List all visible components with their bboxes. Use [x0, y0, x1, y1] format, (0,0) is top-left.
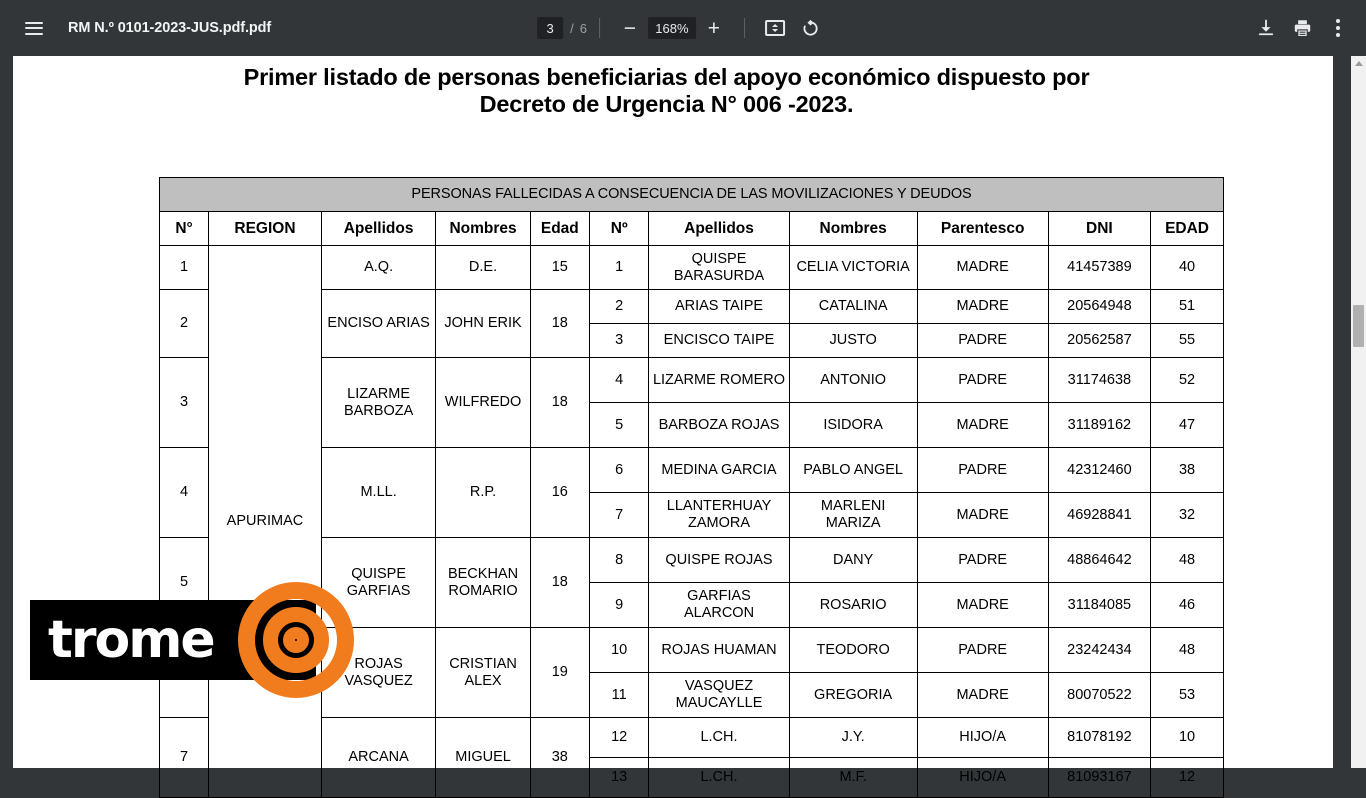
cell-deudo-nombres: ROSARIO — [789, 583, 917, 628]
cell-deudo-apellidos: QUISPE ROJAS — [649, 538, 789, 583]
cell-deudo-edad: 10 — [1151, 718, 1224, 758]
cell-dni: 31174638 — [1048, 358, 1150, 403]
zoom-level-display[interactable]: 168% — [648, 17, 696, 39]
page-number-input[interactable] — [537, 17, 563, 39]
table-row — [160, 246, 1224, 290]
cell-edad: 18 — [530, 538, 589, 628]
cell-deudo-nombres: JUSTO — [789, 324, 917, 358]
beneficiaries-table-wrapper — [159, 177, 1224, 798]
page-total-count: 6 — [579, 20, 587, 36]
cell-deudo-nombres: GREGORIA — [789, 673, 917, 718]
col-header-deudo-nombres: Nombres — [789, 212, 917, 246]
scroll-up-arrow-icon[interactable] — [1351, 56, 1366, 70]
col-header-deudo-apellidos: Apellidos — [649, 212, 789, 246]
cell-deudo-edad: 32 — [1151, 493, 1224, 538]
table-header-row — [160, 212, 1224, 246]
cell-apellidos: M.LL. — [321, 448, 436, 538]
table-body — [160, 246, 1224, 798]
cell-deudo-apellidos: ARIAS TAIPE — [649, 290, 789, 324]
cell-deudo-edad: 51 — [1151, 290, 1224, 324]
logo-text: trome — [48, 610, 214, 670]
cell-nombres: R.P. — [436, 448, 530, 538]
cell-deudo-num: 13 — [590, 758, 649, 798]
cell-deudo-edad: 46 — [1151, 583, 1224, 628]
cell-n: 3 — [160, 358, 209, 448]
cell-apellidos: A.Q. — [321, 246, 436, 290]
zoom-out-button[interactable] — [612, 10, 648, 46]
cell-deudo-num: 11 — [590, 673, 649, 718]
cell-deudo-num: 1 — [590, 246, 649, 290]
cell-parentesco: PADRE — [917, 324, 1048, 358]
cell-deudo-num: 4 — [590, 358, 649, 403]
logo-arc-inner — [283, 627, 309, 653]
cell-dni: 23242434 — [1048, 628, 1150, 673]
cell-n: 5 — [160, 538, 209, 628]
cell-dni: 46928841 — [1048, 493, 1150, 538]
cell-dni: 41457389 — [1048, 246, 1150, 290]
toolbar-divider-1 — [599, 18, 600, 38]
beneficiaries-table — [159, 177, 1224, 798]
col-header-edad: Edad — [530, 212, 589, 246]
cell-parentesco: HIJO/A — [917, 718, 1048, 758]
cell-dni: 42312460 — [1048, 448, 1150, 493]
plus-icon: + — [707, 16, 721, 40]
col-header-apellidos: Apellidos — [321, 212, 436, 246]
cell-parentesco: MADRE — [917, 290, 1048, 324]
cell-parentesco: PADRE — [917, 358, 1048, 403]
cell-deudo-apellidos: VASQUEZ MAUCAYLLE — [649, 673, 789, 718]
cell-deudo-nombres: TEODORO — [789, 628, 917, 673]
cell-nombres: CRISTIAN ALEX — [436, 628, 530, 718]
cell-deudo-nombres: ISIDORA — [789, 403, 917, 448]
cell-deudo-nombres: ANTONIO — [789, 358, 917, 403]
cell-nombres: D.E. — [436, 246, 530, 290]
cell-deudo-apellidos: L.CH. — [649, 758, 789, 798]
cell-deudo-apellidos: LLANTERHUAY ZAMORA — [649, 493, 789, 538]
cell-parentesco: PADRE — [917, 538, 1048, 583]
pdf-viewer-area[interactable] — [0, 56, 1366, 785]
cell-nombres: WILFREDO — [436, 358, 530, 448]
rotate-button[interactable] — [793, 10, 829, 46]
cell-deudo-apellidos: LIZARME ROMERO — [649, 358, 789, 403]
cell-deudo-num: 7 — [590, 493, 649, 538]
cell-deudo-edad: 38 — [1151, 448, 1224, 493]
cell-deudo-nombres: CELIA VICTORIA — [789, 246, 917, 290]
scrollbar-thumb[interactable] — [1353, 305, 1364, 347]
cell-parentesco: MADRE — [917, 583, 1048, 628]
cell-deudo-nombres: CATALINA — [789, 290, 917, 324]
cell-deudo-apellidos: ENCISCO TAIPE — [649, 324, 789, 358]
toolbar-right-actions — [1248, 0, 1356, 56]
cell-edad: 19 — [530, 628, 589, 718]
cell-deudo-num: 2 — [590, 290, 649, 324]
download-button[interactable] — [1248, 10, 1284, 46]
cell-parentesco: HIJO/A — [917, 758, 1048, 798]
cell-parentesco: PADRE — [917, 628, 1048, 673]
cell-deudo-nombres: M.F. — [789, 758, 917, 798]
cell-edad: 16 — [530, 448, 589, 538]
pdf-viewer-toolbar — [0, 0, 1366, 56]
cell-deudo-edad: 55 — [1151, 324, 1224, 358]
cell-deudo-edad: 12 — [1151, 758, 1224, 798]
col-header-n: N° — [160, 212, 209, 246]
fit-page-button[interactable] — [757, 10, 793, 46]
cell-deudo-nombres: DANY — [789, 538, 917, 583]
cell-deudo-nombres: MARLENI MARIZA — [789, 493, 917, 538]
page-zoom-controls — [537, 0, 829, 56]
cell-deudo-edad: 48 — [1151, 628, 1224, 673]
cell-deudo-nombres: PABLO ANGEL — [789, 448, 917, 493]
cell-n: 4 — [160, 448, 209, 538]
cell-dni: 31184085 — [1048, 583, 1150, 628]
more-options-icon — [1336, 19, 1340, 37]
cell-deudo-apellidos: MEDINA GARCIA — [649, 448, 789, 493]
rotate-counterclockwise-icon — [800, 18, 821, 39]
heading-line-1: Primer listado de personas beneficiarias del apoyo económico dispuesto por — [243, 64, 1090, 90]
pdf-page — [13, 56, 1333, 785]
cell-deudo-edad: 47 — [1151, 403, 1224, 448]
zoom-in-button[interactable] — [696, 10, 732, 46]
cell-deudo-apellidos: GARFIAS ALARCON — [649, 583, 789, 628]
download-icon — [1256, 18, 1276, 38]
cell-apellidos: ROJAS VASQUEZ — [321, 628, 436, 718]
cell-dni: 80070522 — [1048, 673, 1150, 718]
cell-edad: 15 — [530, 246, 589, 290]
print-button[interactable] — [1284, 10, 1320, 46]
cell-n: 7 — [160, 718, 209, 798]
col-header-parentesco: Parentesco — [917, 212, 1048, 246]
cell-apellidos: ENCISO ARIAS — [321, 290, 436, 358]
cell-deudo-apellidos: ROJAS HUAMAN — [649, 628, 789, 673]
cell-deudo-num: 9 — [590, 583, 649, 628]
document-title: RM N.º 0101-2023-JUS.pdf.pdf — [68, 20, 272, 36]
cell-edad: 18 — [530, 358, 589, 448]
cell-region: APURIMAC — [209, 246, 322, 798]
table-banner-row — [160, 178, 1224, 212]
vertical-scrollbar[interactable] — [1351, 56, 1366, 768]
col-header-dni: DNI — [1048, 212, 1150, 246]
cell-deudo-edad: 40 — [1151, 246, 1224, 290]
cell-parentesco: MADRE — [917, 403, 1048, 448]
table-head — [160, 178, 1224, 246]
hamburger-menu-button[interactable] — [16, 10, 52, 46]
heading-line-2: Decreto de Urgencia N° 006 -2023. — [479, 91, 854, 117]
table-banner: PERSONAS FALLECIDAS A CONSECUENCIA DE LAS MOVILIZACIONES Y DEUDOS — [160, 178, 1224, 212]
cell-deudo-apellidos: QUISPE BARASURDA — [649, 246, 789, 290]
col-header-nombres: Nombres — [436, 212, 530, 246]
cell-nombres: MIGUEL — [436, 718, 530, 798]
cell-n: 1 — [160, 246, 209, 290]
minus-icon: − — [623, 16, 637, 40]
cell-deudo-num: 3 — [590, 324, 649, 358]
fit-page-icon — [765, 20, 785, 36]
col-header-region: REGION — [209, 212, 322, 246]
cell-nombres: JOHN ERIK — [436, 290, 530, 358]
cell-edad: 38 — [530, 718, 589, 798]
page-separator: / — [570, 20, 574, 36]
trome-watermark-logo — [30, 600, 316, 680]
cell-deudo-num: 8 — [590, 538, 649, 583]
col-header-deudo-num: Nº — [590, 212, 649, 246]
cell-deudo-edad: 53 — [1151, 673, 1224, 718]
cell-apellidos: ARCANA — [321, 718, 436, 798]
cell-deudo-apellidos: L.CH. — [649, 718, 789, 758]
cell-deudo-nombres: J.Y. — [789, 718, 917, 758]
cell-deudo-num: 10 — [590, 628, 649, 673]
cell-apellidos: QUISPE GARFIAS — [321, 538, 436, 628]
col-header-edad-deudo: EDAD — [1151, 212, 1224, 246]
cell-parentesco: MADRE — [917, 246, 1048, 290]
cell-dni: 20564948 — [1048, 290, 1150, 324]
cell-dni: 81093167 — [1048, 758, 1150, 798]
cell-parentesco: PADRE — [917, 448, 1048, 493]
cell-nombres: BECKHAN ROMARIO — [436, 538, 530, 628]
cell-dni: 20562587 — [1048, 324, 1150, 358]
print-icon — [1292, 18, 1313, 39]
cell-parentesco: MADRE — [917, 673, 1048, 718]
cell-deudo-edad: 52 — [1151, 358, 1224, 403]
cell-parentesco: MADRE — [917, 493, 1048, 538]
cell-edad: 18 — [530, 290, 589, 358]
cell-dni: 48864642 — [1048, 538, 1150, 583]
cell-dni: 81078192 — [1048, 718, 1150, 758]
toolbar-divider-2 — [744, 18, 745, 38]
more-options-button[interactable] — [1320, 10, 1356, 46]
hamburger-menu-icon — [25, 22, 43, 35]
cell-dni: 31189162 — [1048, 403, 1150, 448]
cell-n: 2 — [160, 290, 209, 358]
cell-deudo-apellidos: BARBOZA ROJAS — [649, 403, 789, 448]
cell-deudo-num: 5 — [590, 403, 649, 448]
cell-deudo-num: 12 — [590, 718, 649, 758]
cell-deudo-num: 6 — [590, 448, 649, 493]
page-title — [13, 64, 1320, 118]
cell-deudo-edad: 48 — [1151, 538, 1224, 583]
cell-apellidos: LIZARME BARBOZA — [321, 358, 436, 448]
